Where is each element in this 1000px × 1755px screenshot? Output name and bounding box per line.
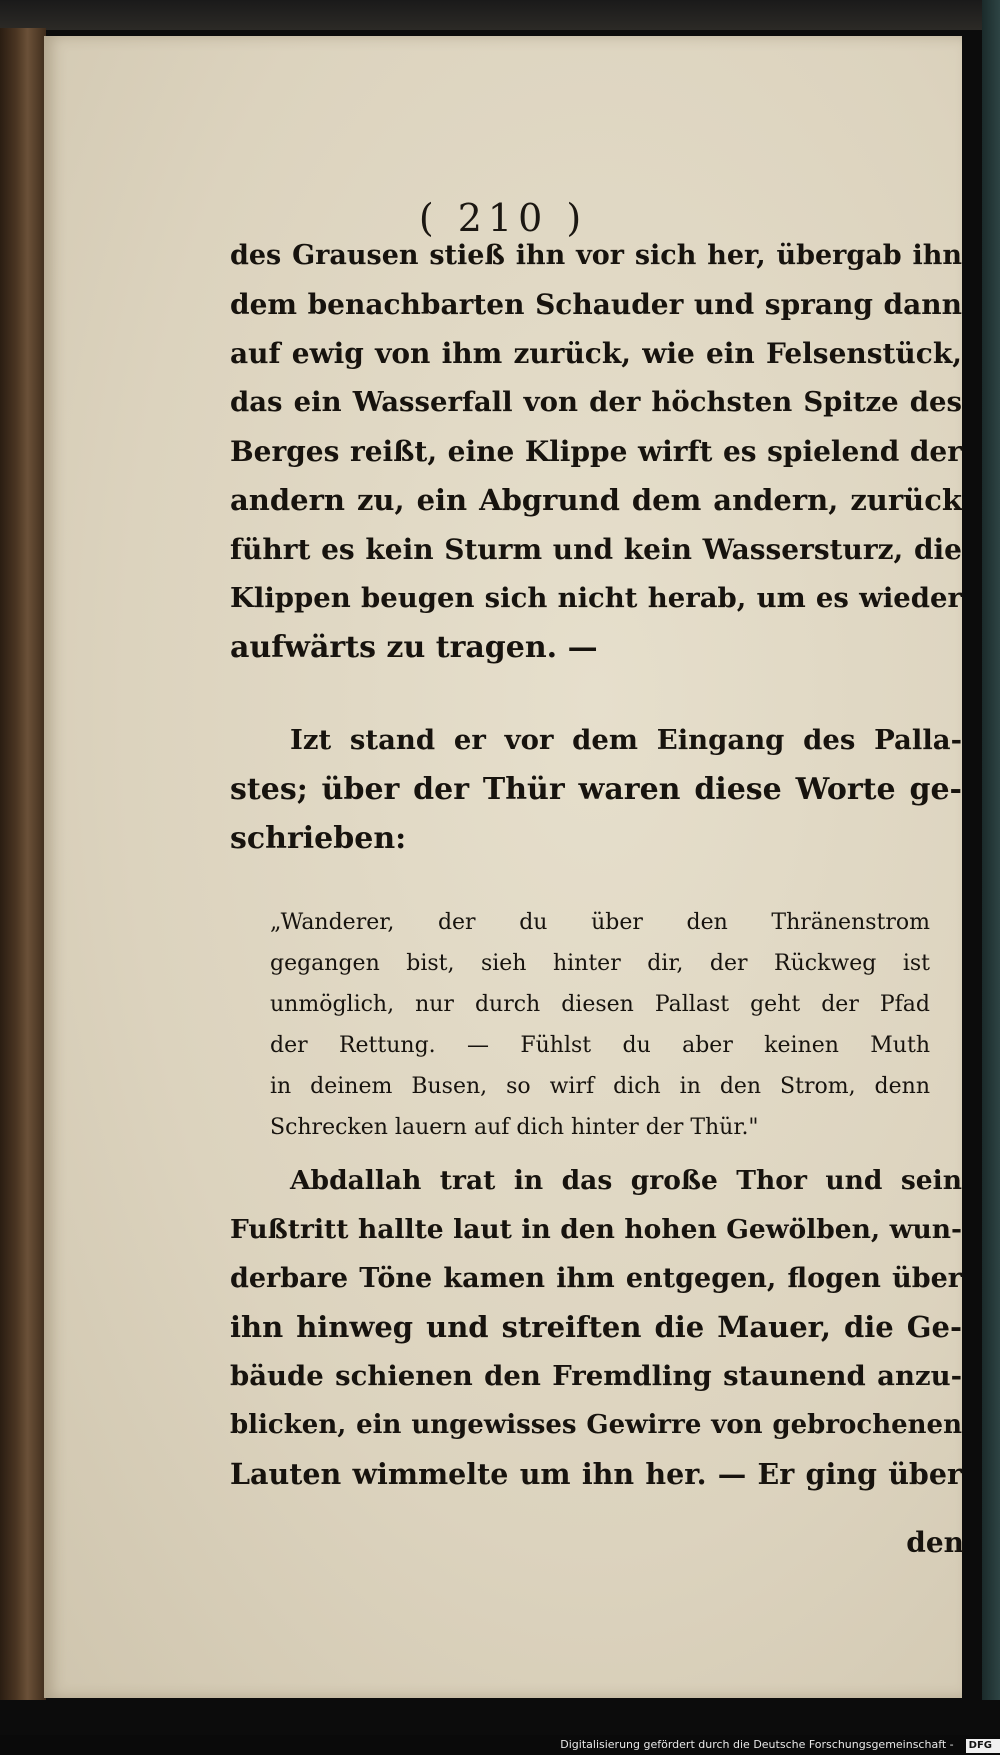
catchword: den [906, 1526, 964, 1559]
digitization-footer [0, 1735, 1000, 1755]
text-line: Izt stand er vor dem Eingang des Palla- [290, 724, 962, 756]
text-line: blicken, ein ungewisses Gewirre von gebrochenen [230, 1410, 962, 1440]
scan-right-edge [982, 0, 1000, 1700]
book-spine-edge [0, 28, 46, 1700]
paragraph-3 [230, 1156, 962, 1499]
text-line: Fußtritt hallte laut in den hohen Gewölben, wun- [230, 1214, 962, 1245]
text-line: auf ewig von ihm zurück, wie ein Felsenstück, [230, 337, 962, 370]
text-line: Lauten wimmelte um ihn her. — Er ging über [230, 1457, 962, 1491]
page-number: ( 210 ) [418, 196, 588, 240]
text-line: das ein Wasserfall von der höchsten Spitze des [230, 386, 962, 418]
text-line: führt es kein Sturm und kein Wassersturz, die [230, 533, 962, 566]
text-line: aufwärts zu tragen. — [230, 630, 598, 665]
quote-line: in deinem Busen, so wirf dich in den Strom, denn [270, 1074, 930, 1099]
text-line: dem benachbarten Schauder und sprang dann [230, 288, 962, 321]
quote-line: unmöglich, nur durch diesen Pallast geht der Pfad [270, 992, 930, 1017]
text-line: schrieben: [230, 821, 407, 856]
text-line: derbare Töne kamen ihm entgegen, flogen über [230, 1263, 962, 1294]
inscription-quote [270, 902, 930, 1148]
quote-line: gegangen bist, sieh hinter dir, der Rückweg ist [270, 951, 930, 976]
dfg-logo: DFG [966, 1739, 1000, 1753]
text-line: bäude schienen den Fremdling staunend anzu- [230, 1360, 962, 1392]
book-page [44, 36, 962, 1698]
text-line: ihn hinweg und streiften die Mauer, die Ge- [230, 1310, 962, 1344]
text-line: Berges reißt, eine Klippe wirft es spielend der [230, 435, 962, 468]
text-line: Klippen beugen sich nicht herab, um es wieder [230, 582, 962, 614]
text-line: stes; über der Thür waren diese Worte ge- [230, 772, 962, 807]
quote-line: „Wanderer, der du über den Thränenstrom [270, 910, 930, 935]
text-line: andern zu, ein Abgrund dem andern, zurück [230, 483, 962, 517]
text-line: des Grausen stieß ihn vor sich her, übergab ihn [230, 240, 962, 271]
footer-credit: Digitalisierung gefördert durch die Deutsche Forschungsgemeinschaft - [560, 1738, 954, 1751]
text-line: Abdallah trat in das große Thor und sein [290, 1165, 962, 1196]
paragraph-1 [230, 231, 962, 672]
scan-top-edge [0, 0, 1000, 30]
quote-line: Schrecken lauern auf dich hinter der Thür." [270, 1115, 759, 1140]
paragraph-2 [230, 716, 962, 863]
quote-line: der Rettung. — Fühlst du aber keinen Muth [270, 1033, 930, 1058]
